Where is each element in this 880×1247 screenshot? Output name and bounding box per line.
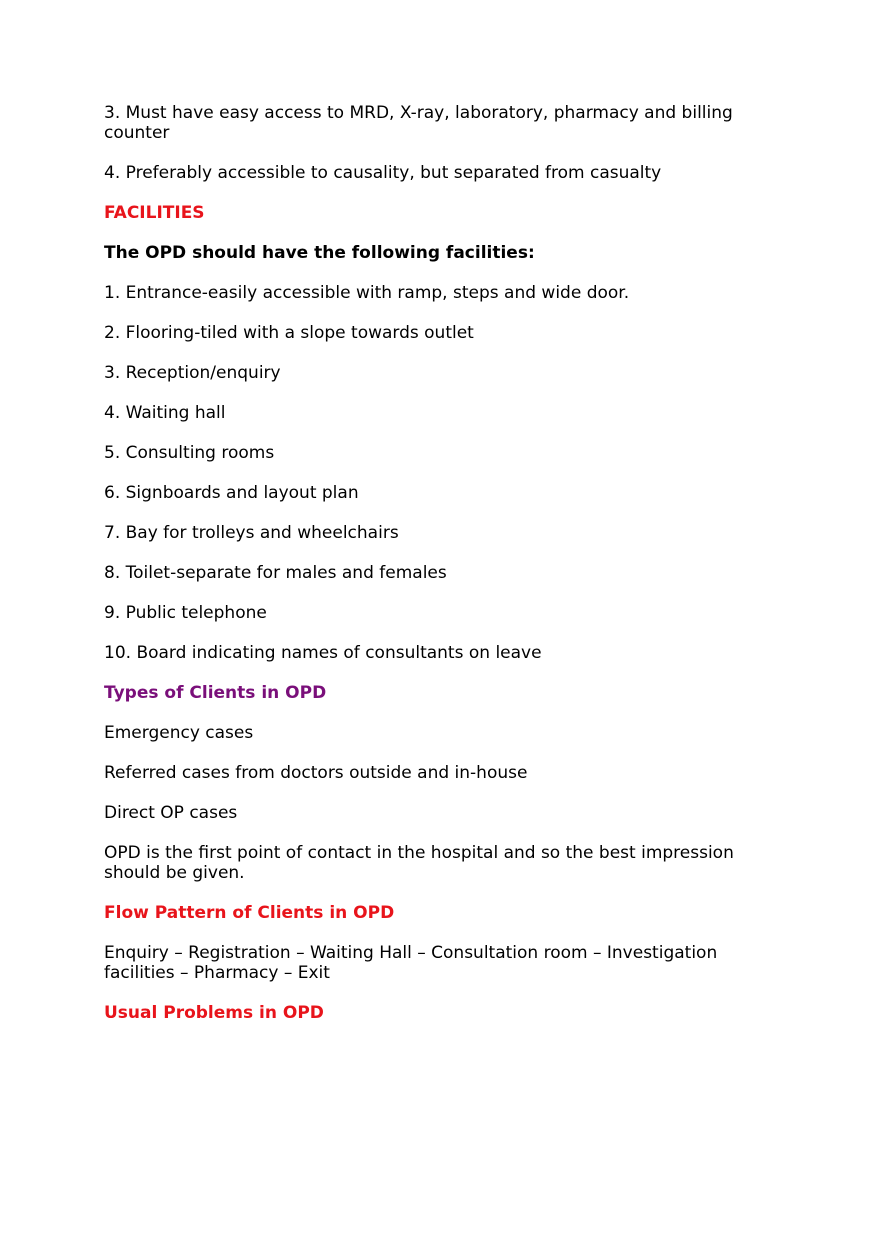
list-item: Emergency cases [104,723,254,743]
list-item: 1. Entrance-easily accessible with ramp, steps and wide door. [104,283,630,303]
list-item: 7. Bay for trolleys and wheelchairs [104,523,399,543]
list-item: 10. Board indicating names of consultants on leave [104,643,542,663]
list-item: 8. Toilet-separate for males and females [104,563,447,583]
list-item: 4. Preferably accessible to causality, but separated from casualty [104,163,662,183]
paragraph: Enquiry – Registration – Waiting Hall – Consultation room – Investigation facilities – Pharmacy – Exit [104,943,718,983]
list-item: 3. Reception/enquiry [104,363,281,383]
list-item: 9. Public telephone [104,603,267,623]
list-item: 5. Consulting rooms [104,443,275,463]
list-item: 2. Flooring-tiled with a slope towards outlet [104,323,474,343]
list-item: 4. Waiting hall [104,403,226,423]
facilities-heading: FACILITIES [104,203,205,223]
document-page [104,103,764,1043]
problems-heading: Usual Problems in OPD [104,1003,324,1023]
paragraph: OPD is the first point of contact in the hospital and so the best impression should be given. [104,843,734,883]
list-item: Direct OP cases [104,803,238,823]
list-item: 3. Must have easy access to MRD, X-ray, laboratory, pharmacy and billing counter [104,103,733,143]
list-item: 6. Signboards and layout plan [104,483,359,503]
flow-heading: Flow Pattern of Clients in OPD [104,903,395,923]
clients-heading: Types of Clients in OPD [104,683,327,703]
list-item: Referred cases from doctors outside and in-house [104,763,528,783]
facilities-lead: The OPD should have the following facilities: [104,243,535,263]
